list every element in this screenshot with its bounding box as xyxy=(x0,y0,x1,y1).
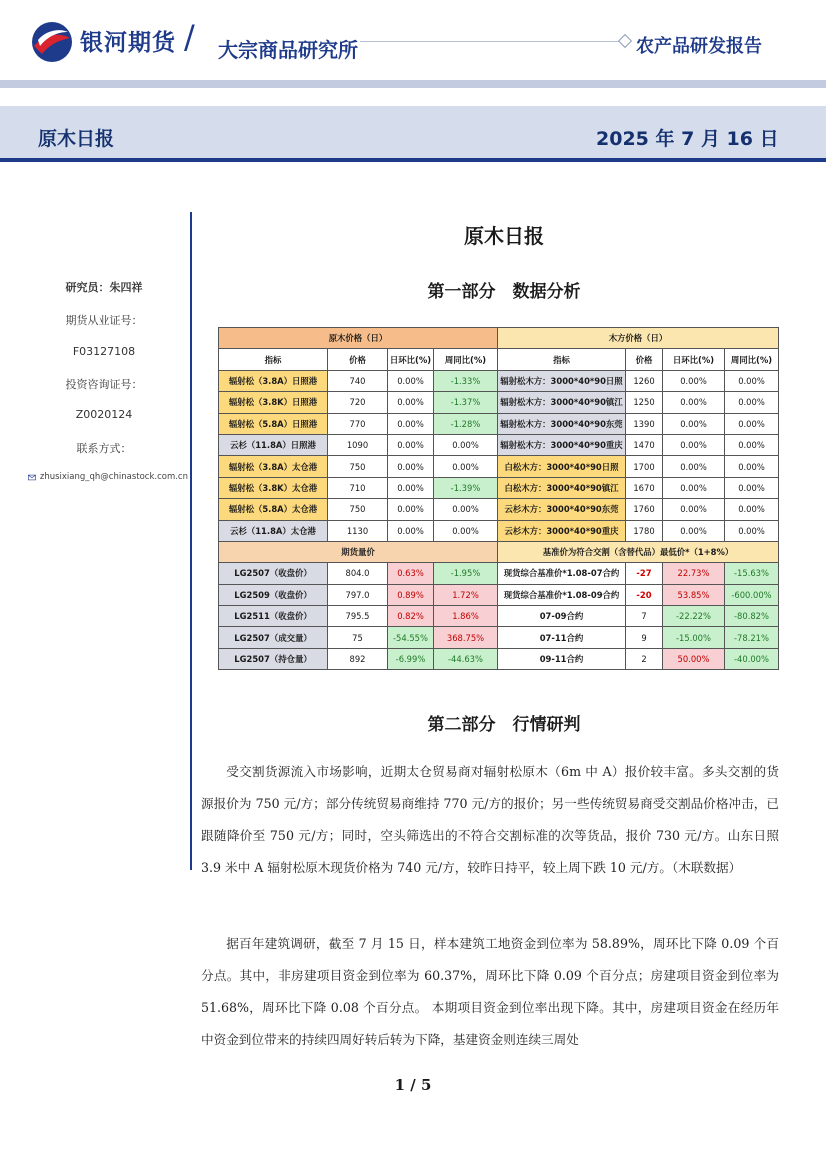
basis-indicator: 现货综合基准价*1.08-09合约 xyxy=(498,584,626,605)
log-wow: 0.00% xyxy=(434,434,498,455)
section-heading-1: 第一部分 数据分析 xyxy=(427,282,581,302)
lumber-wow: 0.00% xyxy=(725,434,779,455)
lumber-price-header: 木方价格（日） xyxy=(498,328,779,349)
log-price: 750 xyxy=(328,499,388,520)
lumber-dod: 0.00% xyxy=(663,477,725,498)
column-header: 价格 xyxy=(328,349,388,370)
column-header: 周同比(%) xyxy=(725,349,779,370)
table-row xyxy=(219,370,779,391)
log-indicator: 云杉（11.8A）日照港 xyxy=(219,434,328,455)
lumber-price: 1260 xyxy=(626,370,663,391)
basis-value: -20 xyxy=(626,584,663,605)
basis-dod: -22.22% xyxy=(663,606,725,627)
futures-indicator: LG2507（收盘价） xyxy=(219,563,328,584)
lumber-wow: 0.00% xyxy=(725,413,779,434)
log-price-header: 原木价格（日） xyxy=(219,328,498,349)
basis-wow: -80.82% xyxy=(725,606,779,627)
log-dod: 0.00% xyxy=(388,520,434,541)
log-indicator: 辐射松（3.8K）太仓港 xyxy=(219,477,328,498)
price-table xyxy=(218,327,779,670)
log-dod: 0.00% xyxy=(388,477,434,498)
lumber-price: 1390 xyxy=(626,413,663,434)
futures-value: 797.0 xyxy=(328,584,388,605)
lumber-dod: 0.00% xyxy=(663,413,725,434)
lumber-wow: 0.00% xyxy=(725,392,779,413)
table-row xyxy=(219,328,779,349)
log-dod: 0.00% xyxy=(388,392,434,413)
lumber-dod: 0.00% xyxy=(663,370,725,391)
column-header: 日环比(%) xyxy=(663,349,725,370)
sidebar-divider xyxy=(190,212,192,870)
futures-header: 期货量价 xyxy=(219,541,498,562)
table-row xyxy=(219,520,779,541)
table-row xyxy=(219,456,779,477)
log-dod: 0.00% xyxy=(388,413,434,434)
lumber-indicator: 白松木方：3000*40*90镇江 xyxy=(498,477,626,498)
basis-indicator: 07-11合约 xyxy=(498,627,626,648)
header-divider: / xyxy=(184,18,195,56)
title-band-rule xyxy=(0,158,826,162)
table-row xyxy=(219,434,779,455)
table-row xyxy=(219,627,779,648)
email-link[interactable]: zhusixiang_qh@chinastock.com.cn xyxy=(39,472,188,482)
institute-name: 大宗商品研究所 xyxy=(218,38,358,62)
header-band-thin xyxy=(0,80,826,88)
futures-indicator: LG2511（收盘价） xyxy=(219,606,328,627)
lumber-dod: 0.00% xyxy=(663,434,725,455)
log-dod: 0.00% xyxy=(388,499,434,520)
basis-dod: 22.73% xyxy=(663,563,725,584)
basis-indicator: 09-11合约 xyxy=(498,648,626,669)
lumber-indicator: 辐射松木方：3000*40*90东莞 xyxy=(498,413,626,434)
basis-wow: -40.00% xyxy=(725,648,779,669)
lumber-price: 1780 xyxy=(626,520,663,541)
header-rule xyxy=(360,41,622,42)
lumber-wow: 0.00% xyxy=(725,370,779,391)
log-indicator: 辐射松（5.8A）日照港 xyxy=(219,413,328,434)
futures-dod: 0.82% xyxy=(388,606,434,627)
report-type: 农产品研发报告 xyxy=(636,36,762,57)
lumber-indicator: 辐射松木方：3000*40*90重庆 xyxy=(498,434,626,455)
futures-indicator: LG2507（成交量） xyxy=(219,627,328,648)
basis-value: 9 xyxy=(626,627,663,648)
futures-indicator: LG2509（收盘价） xyxy=(219,584,328,605)
log-indicator: 云杉（11.8A）太仓港 xyxy=(219,520,328,541)
log-indicator: 辐射松（3.8K）日照港 xyxy=(219,392,328,413)
license-label: 期货从业证号： xyxy=(65,314,143,327)
column-header: 指标 xyxy=(498,349,626,370)
galaxy-logo-icon xyxy=(30,20,74,64)
log-price: 740 xyxy=(328,370,388,391)
basis-dod: -15.00% xyxy=(663,627,725,648)
column-header: 周同比(%) xyxy=(434,349,498,370)
table-row xyxy=(219,648,779,669)
basis-indicator: 07-09合约 xyxy=(498,606,626,627)
brand-name: 银河期货 xyxy=(80,30,176,56)
lumber-price: 1470 xyxy=(626,434,663,455)
futures-dod: 0.63% xyxy=(388,563,434,584)
log-indicator: 辐射松（3.8A）日照港 xyxy=(219,370,328,391)
basis-value: -27 xyxy=(626,563,663,584)
table-row xyxy=(219,413,779,434)
log-price: 1090 xyxy=(328,434,388,455)
author-name: 研究员：朱四祥 xyxy=(65,281,143,294)
log-wow: 0.00% xyxy=(434,456,498,477)
futures-dod: -6.99% xyxy=(388,648,434,669)
log-indicator: 辐射松（5.8A）太仓港 xyxy=(219,499,328,520)
futures-wow: 1.72% xyxy=(434,584,498,605)
email-icon xyxy=(28,473,36,482)
futures-value: 804.0 xyxy=(328,563,388,584)
report-title: 原木日报 xyxy=(38,128,115,150)
consult-value: Z0020124 xyxy=(75,408,133,421)
futures-dod: -54.55% xyxy=(388,627,434,648)
table-row xyxy=(219,477,779,498)
log-price: 1130 xyxy=(328,520,388,541)
lumber-price: 1670 xyxy=(626,477,663,498)
consult-label: 投资咨询证号： xyxy=(65,378,143,391)
paragraph-2: 据百年建筑调研，截至 7 月 15 日，样本建筑工地资金到位率为 58.89%，周环比下降 0.09 个百分点。其中，非房建项目资金到位率为 60.37%，周环比下降 0.09 个百分点；房建项目资金到位率为 51.68%，周环比下降 0.08 个百分点。 本期项目资金到位率出现下降。其中，房建项目资金在经历年中资金到位带来的持续四周好转后转为下降，基建资金则连续三周处 xyxy=(201,936,779,1047)
lumber-indicator: 辐射松木方：3000*40*90日照 xyxy=(498,370,626,391)
column-header: 指标 xyxy=(219,349,328,370)
basis-wow: -600.00% xyxy=(725,584,779,605)
futures-wow: -1.95% xyxy=(434,563,498,584)
lumber-wow: 0.00% xyxy=(725,456,779,477)
futures-wow: -44.63% xyxy=(434,648,498,669)
paragraph-1: 受交割货源流入市场影响，近期太仓贸易商对辐射松原木（6m 中 A）报价较丰富。多头交割的货源报价为 750 元/方；部分传统贸易商维持 770 元/方的报价；另一些传统贸易商受交割品价格冲击，已跟随降价至 750 元/方；同时，空头筛选出的不符合交割标准的次等货品，报价 730 元/方。山东日照 3.9 米中 A 辐射松原木现货价格为 740 元/方，较昨日持平，较上周下跌 10 元/方。（木联数据） xyxy=(201,764,779,875)
contact-label: 联系方式： xyxy=(76,442,132,455)
lumber-dod: 0.00% xyxy=(663,392,725,413)
log-price: 710 xyxy=(328,477,388,498)
log-indicator: 辐射松（3.8A）太仓港 xyxy=(219,456,328,477)
basis-wow: -78.21% xyxy=(725,627,779,648)
log-price: 720 xyxy=(328,392,388,413)
lumber-dod: 0.00% xyxy=(663,456,725,477)
table-row xyxy=(219,349,779,370)
lumber-indicator: 云杉木方：3000*40*90东莞 xyxy=(498,499,626,520)
log-dod: 0.00% xyxy=(388,434,434,455)
table-row xyxy=(219,392,779,413)
basis-header: 基准价为符合交割（含替代品）最低价*（1+8%） xyxy=(498,541,779,562)
log-wow: -1.33% xyxy=(434,370,498,391)
lumber-wow: 0.00% xyxy=(725,477,779,498)
log-price: 770 xyxy=(328,413,388,434)
log-price: 750 xyxy=(328,456,388,477)
license-value: F03127108 xyxy=(72,345,136,358)
table-row xyxy=(219,584,779,605)
column-header: 日环比(%) xyxy=(388,349,434,370)
table-row xyxy=(219,606,779,627)
log-dod: 0.00% xyxy=(388,370,434,391)
log-wow: -1.39% xyxy=(434,477,498,498)
section-heading-2: 第二部分 行情研判 xyxy=(427,715,581,735)
futures-wow: 1.86% xyxy=(434,606,498,627)
basis-wow: -15.63% xyxy=(725,563,779,584)
lumber-indicator: 辐射松木方：3000*40*90镇江 xyxy=(498,392,626,413)
table-row xyxy=(219,563,779,584)
lumber-indicator: 云杉木方：3000*40*90重庆 xyxy=(498,520,626,541)
lumber-dod: 0.00% xyxy=(663,520,725,541)
document-title: 原木日报 xyxy=(464,224,544,248)
futures-dod: 0.89% xyxy=(388,584,434,605)
lumber-price: 1700 xyxy=(626,456,663,477)
basis-value: 2 xyxy=(626,648,663,669)
lumber-price: 1250 xyxy=(626,392,663,413)
lumber-price: 1760 xyxy=(626,499,663,520)
basis-dod: 53.85% xyxy=(663,584,725,605)
lumber-dod: 0.00% xyxy=(663,499,725,520)
diamond-icon xyxy=(618,34,632,48)
futures-value: 75 xyxy=(328,627,388,648)
basis-dod: 50.00% xyxy=(663,648,725,669)
log-wow: -1.28% xyxy=(434,413,498,434)
futures-wow: 368.75% xyxy=(434,627,498,648)
lumber-wow: 0.00% xyxy=(725,520,779,541)
report-date: 2025 年 7 月 16 日 xyxy=(596,128,779,150)
futures-value: 795.5 xyxy=(328,606,388,627)
basis-value: 7 xyxy=(626,606,663,627)
log-wow: -1.37% xyxy=(434,392,498,413)
basis-indicator: 现货综合基准价*1.08-07合约 xyxy=(498,563,626,584)
column-header: 价格 xyxy=(626,349,663,370)
log-dod: 0.00% xyxy=(388,456,434,477)
lumber-wow: 0.00% xyxy=(725,499,779,520)
page-number: 1 / 5 xyxy=(394,1076,432,1094)
log-wow: 0.00% xyxy=(434,499,498,520)
email-row[interactable] xyxy=(28,472,188,482)
log-wow: 0.00% xyxy=(434,520,498,541)
table-row xyxy=(219,541,779,562)
futures-value: 892 xyxy=(328,648,388,669)
table-row xyxy=(219,499,779,520)
futures-indicator: LG2507（持仓量） xyxy=(219,648,328,669)
lumber-indicator: 白松木方：3000*40*90日照 xyxy=(498,456,626,477)
